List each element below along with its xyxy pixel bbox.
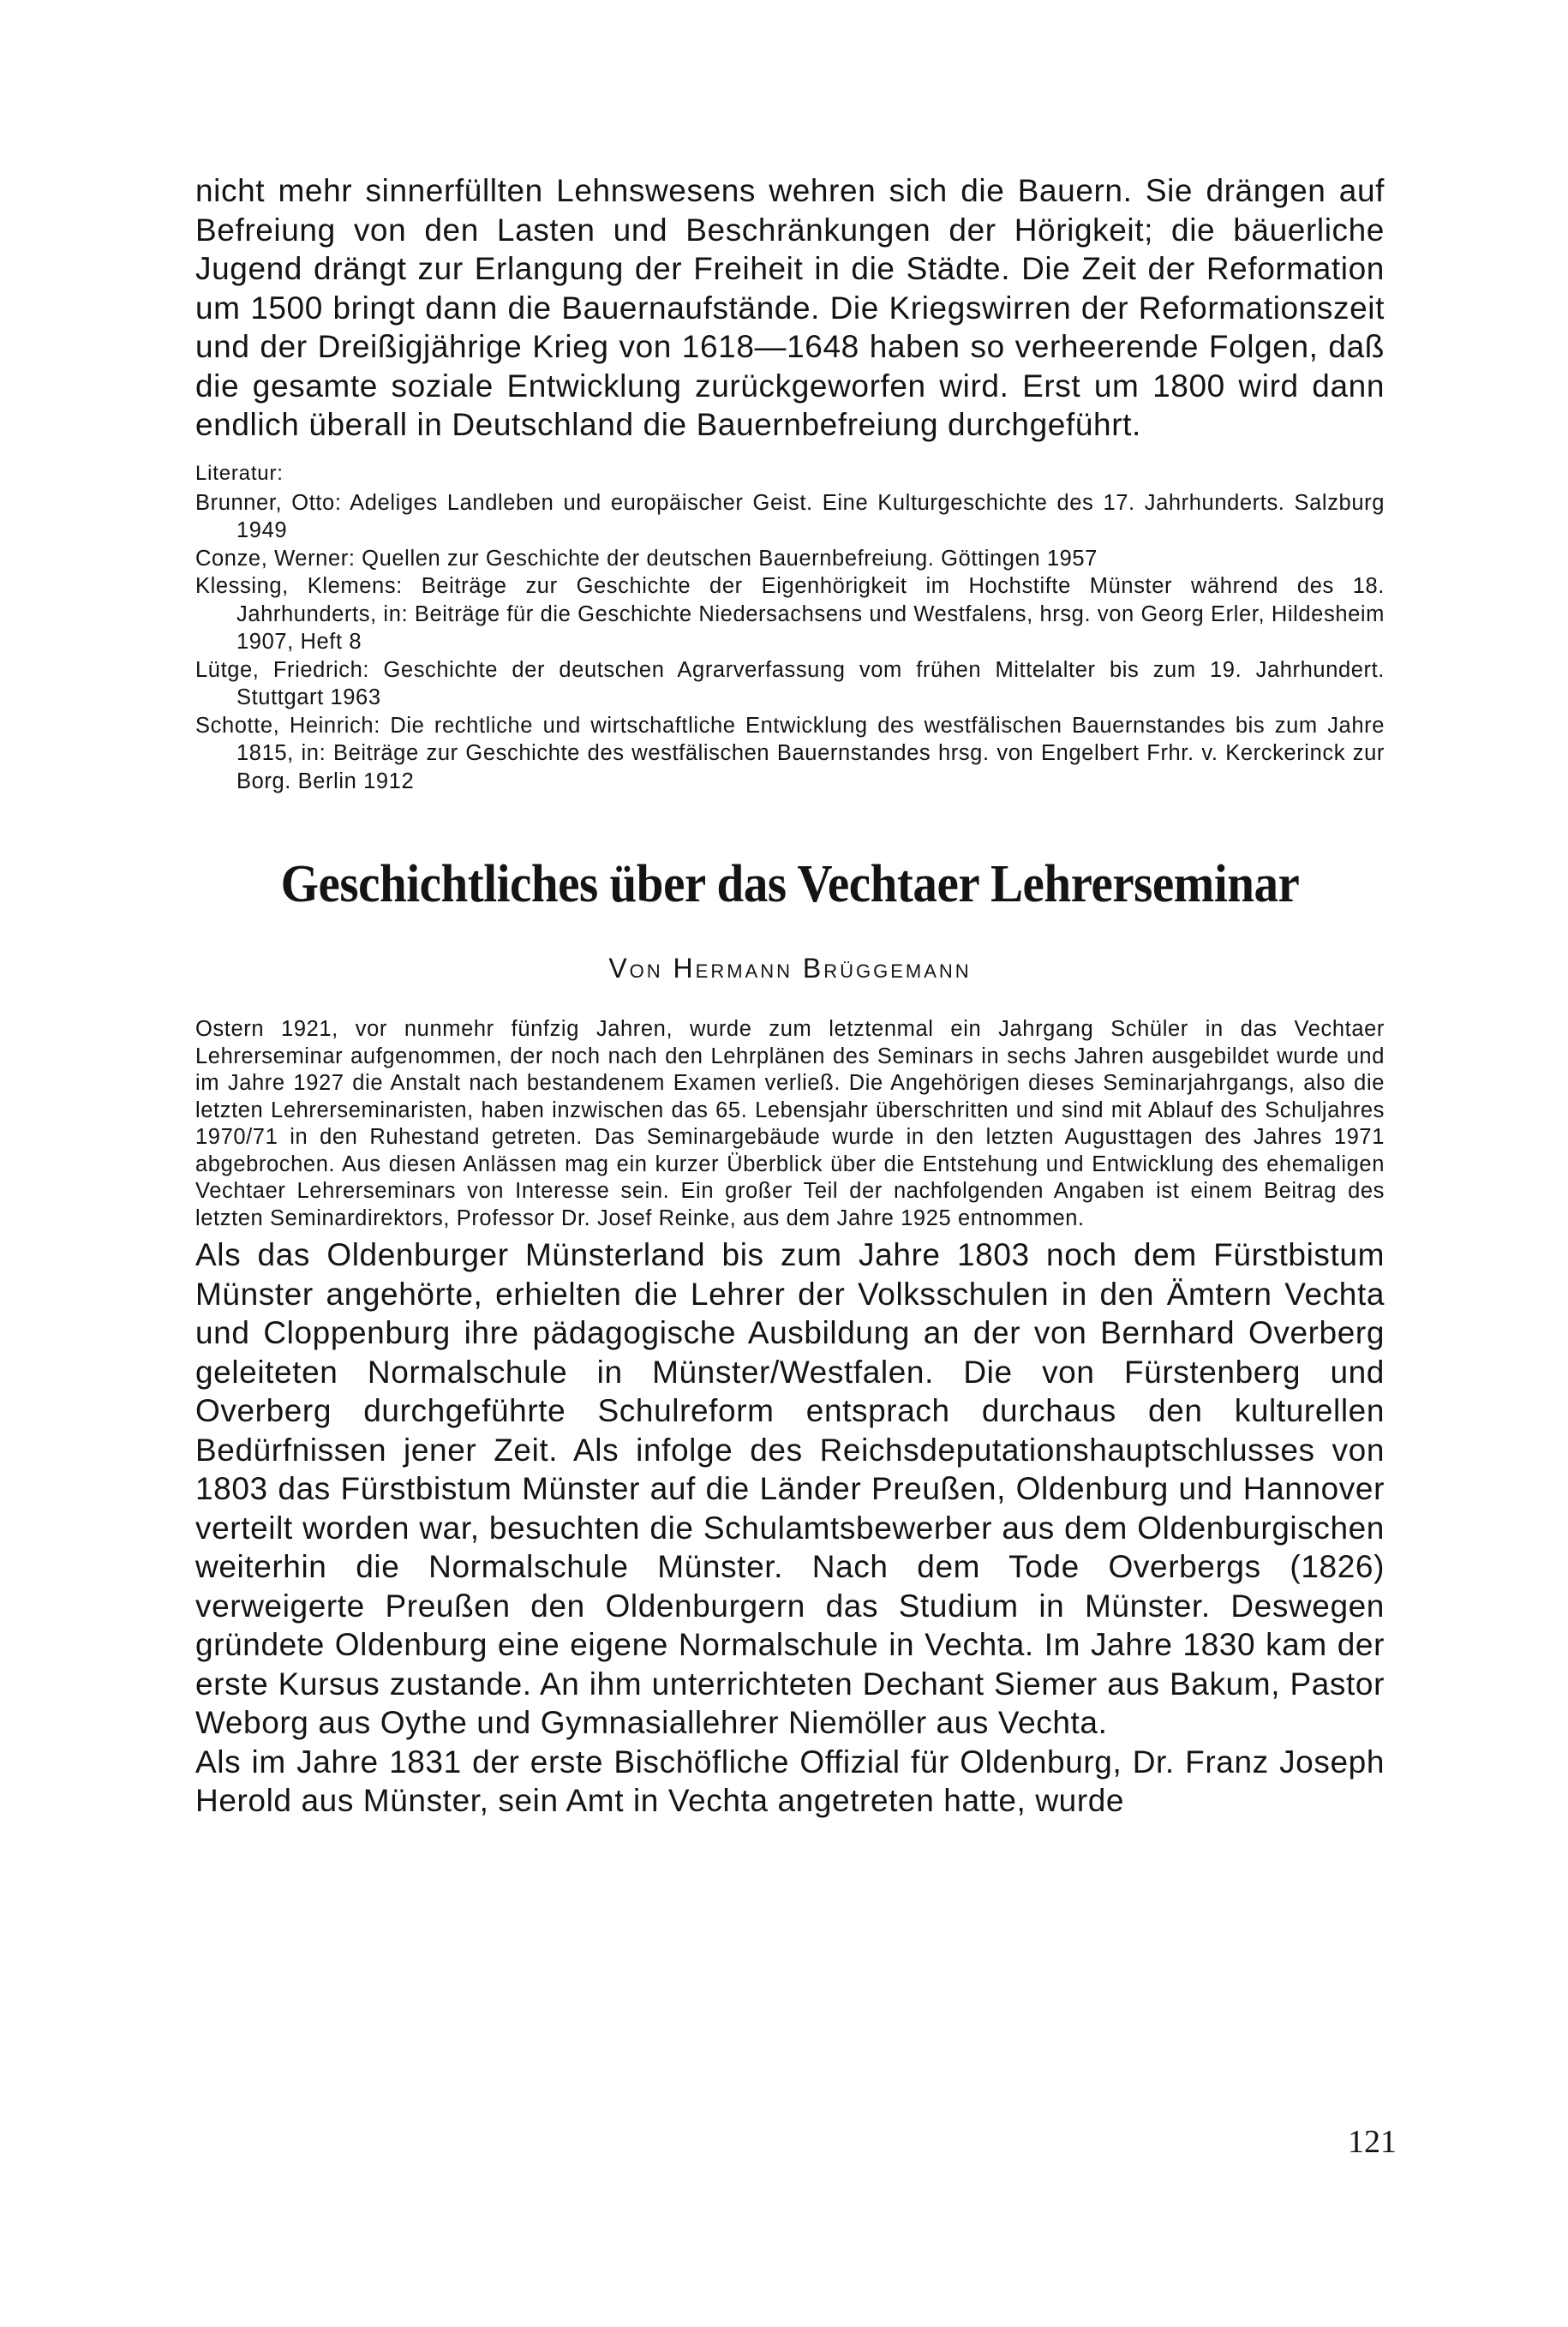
page-content	[195, 171, 1385, 1821]
intro-paragraph: nicht mehr sinnerfüllten Lehnswesens wehren sich die Bauern. Sie drängen auf Befreiung von den Lasten und Beschränkungen der Hörigkeit; die bäuerliche Jugend drängt zur Erlangung der Freiheit in die Städte. Die Zeit der Reformation um 1500 bringt dann die Bauernaufstände. Die Kriegswirren der Reformationszeit und der Dreißigjährige Krieg von 1618—1648 haben so verheerende Folgen, daß die gesamte soziale Entwicklung zurückgeworfen wird. Erst um 1800 wird dann endlich überall in Deutschland die Bauernbefreiung durchgeführt.	[195, 173, 1385, 442]
literature-section	[195, 458, 1385, 796]
literature-entry: Conze, Werner: Quellen zur Geschichte der deutschen Bauernbefreiung. Göttingen 1957	[195, 546, 1098, 571]
literature-entry: Brunner, Otto: Adeliges Landleben und europäischer Geist. Eine Kulturgeschichte des 17. Jahrhunderts. Salzburg 1949	[195, 490, 1385, 542]
literature-entry: Lütge, Friedrich: Geschichte der deutschen Agrarverfassung vom frühen Mittelalter bis zum 19. Jahrhundert. Stuttgart 1963	[195, 657, 1385, 709]
article-body-paragraph: Als das Oldenburger Münsterland bis zum Jahre 1803 noch dem Fürstbistum Münster angehörte, erhielten die Lehrer der Volksschulen in den Ämtern Vechta und Cloppenburg ihre pädagogische Ausbildung an der von Bernhard Overberg geleiteten Normalschule in Münster/Westfalen. Die von Fürstenberg und Overberg durchgeführte Schulreform entsprach durchaus den kulturellen Bedürfnissen jener Zeit. Als infolge des Reichsdeputationshauptschlusses von 1803 das Fürstbistum Münster auf die Länder Preußen, Oldenburg und Hannover verteilt worden war, besuchten die Schulamtsbewerber aus dem Oldenburgischen weiterhin die Normalschule Münster. Nach dem Tode Overbergs (1826) verweigerte Preußen den Oldenburgern das Studium in Münster. Deswegen gründete Oldenburg eine eigene Normalschule in Vechta. Im Jahre 1830 kam der erste Kursus zustande. An ihm unterrichteten Dechant Siemer aus Bakum, Pastor Weborg aus Oythe und Gymnasiallehrer Niemöller aus Vechta.	[195, 1237, 1385, 1740]
article-preface: Ostern 1921, vor nunmehr fünfzig Jahren, wurde zum letztenmal ein Jahrgang Schüler in das Vechtaer Lehrerseminar aufgenommen, der noch nach den Lehrplänen des Seminars in sechs Jahren ausgebildet wurde und im Jahre 1927 die Anstalt nach bestandenem Examen verließ. Die Angehörigen dieses Seminarjahrgangs, also die letzten Lehrerseminaristen, haben inzwischen das 65. Lebensjahr überschritten und sind mit Ablauf des Schuljahres 1970/71 in den Ruhestand getreten. Das Seminargebäude wurde in den letzten Augusttagen des Jahres 1971 abgebrochen. Aus diesen Anlässen mag ein kurzer Überblick über die Entstehung und Entwicklung des ehemaligen Vechtaer Lehrerseminars von Interesse sein. Ein großer Teil der nachfolgenden Angaben ist einem Beitrag des letzten Seminardirektors, Professor Dr. Josef Reinke, aus dem Jahre 1925 entnommen.	[195, 1017, 1385, 1230]
page-number: 121	[1348, 2124, 1397, 2160]
literature-label: Literatur:	[195, 461, 284, 485]
article-byline: Von Hermann Brüggemann	[608, 953, 972, 984]
article-body-paragraph: Als im Jahre 1831 der erste Bischöfliche Offizial für Oldenburg, Dr. Franz Joseph Herold aus Münster, sein Amt in Vechta angetreten hatte, wurde	[195, 1744, 1385, 1818]
literature-entry: Schotte, Heinrich: Die rechtliche und wirtschaftliche Entwicklung des westfälischen Bauernstandes bis zum Jahre 1815, in: Beiträge zur Geschichte des westfälischen Bauernstandes hrsg. von Engelbert Frhr. v. Kerckerinck zur Borg. Berlin 1912	[195, 713, 1385, 793]
article-title: Geschichtliches über das Vechtaer Lehrerseminar	[280, 855, 1300, 913]
literature-entry: Klessing, Klemens: Beiträge zur Geschichte der Eigenhörigkeit im Hochstifte Münster während des 18. Jahrhunderts, in: Beiträge für die Geschichte Niedersachsens und Westfalens, hrsg. von Georg Erler, Hildesheim 1907, Heft 8	[195, 574, 1385, 654]
